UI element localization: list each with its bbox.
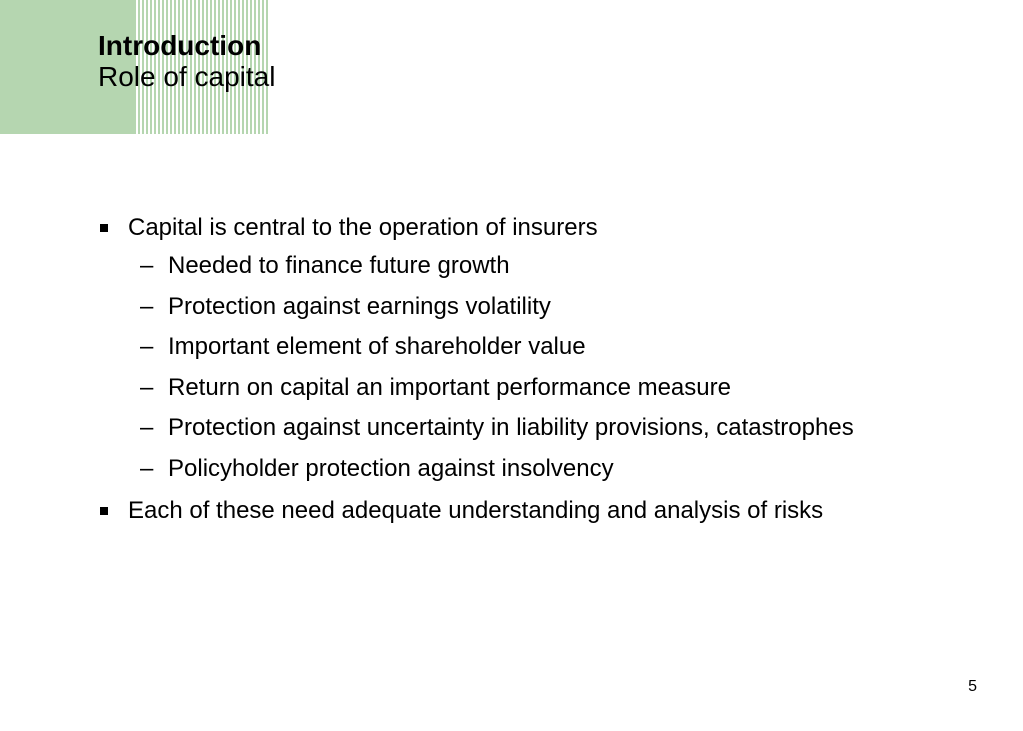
sub-bullet-text: Important element of shareholder value	[168, 333, 586, 360]
dash-bullet-icon: –	[140, 414, 154, 441]
dash-bullet-icon: –	[140, 454, 154, 482]
title-block	[98, 31, 275, 93]
sub-bullet-item	[98, 250, 978, 282]
sub-bullet-list	[98, 250, 978, 485]
dash-bullet-icon: –	[140, 333, 154, 360]
dash-bullet-icon: –	[140, 373, 154, 401]
bullet-item	[98, 495, 978, 527]
slide-title: Introduction	[98, 30, 262, 61]
sub-bullet-item	[98, 412, 978, 444]
sub-bullet-item	[98, 453, 978, 485]
sub-bullet-text: Protection against uncertainty in liability provisions, catastrophes	[168, 414, 854, 441]
sub-bullet-text: Policyholder protection against insolvency	[168, 454, 614, 482]
sub-bullet-item	[98, 331, 978, 363]
bullet-item	[98, 212, 978, 244]
sub-bullet-text: Needed to finance future growth	[168, 252, 510, 279]
sub-bullet-text: Return on capital an important performance measure	[168, 373, 731, 401]
dash-bullet-icon: –	[140, 252, 154, 279]
square-bullet-icon	[100, 224, 108, 232]
dash-bullet-icon: –	[140, 292, 154, 320]
sub-bullet-item	[98, 372, 978, 404]
bullet-text: Capital is central to the operation of insurers	[128, 214, 598, 241]
page-number: 5	[968, 678, 977, 695]
bullet-text: Each of these need adequate understanding and analysis of risks	[128, 496, 824, 524]
slide-subtitle: Role of capital	[98, 60, 276, 92]
bullet-list	[98, 212, 978, 527]
sub-bullet-item	[98, 291, 978, 323]
sub-bullet-text: Protection against earnings volatility	[168, 292, 551, 320]
square-bullet-icon	[100, 507, 108, 515]
